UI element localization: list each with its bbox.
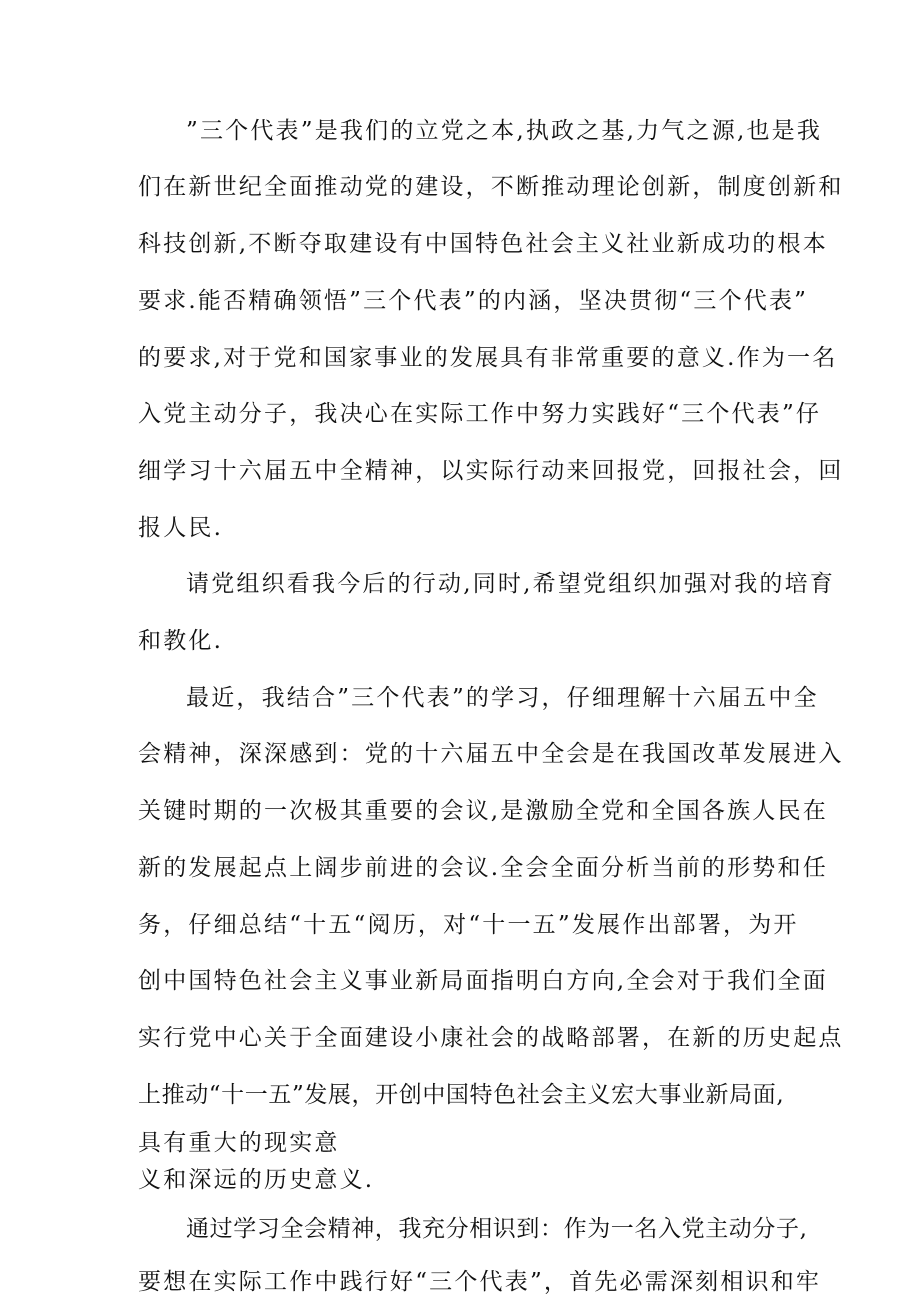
paragraph-1-line-8: 报人民.: [138, 515, 224, 541]
paragraph-1-line-4: 要求.能否精确领悟”三个代表”的内涵，坚决贯彻“三个代表”: [138, 288, 809, 314]
paragraph-3-line-5: 务，仔细总结“十五“阅历，对“十一五”发展作出部署，为开: [138, 912, 799, 938]
paragraph-3-line-2: 会精神，深深感到：党的十六届五中全会是在我国改革发展进入: [138, 741, 844, 767]
paragraph-2-line-2: 和教化.: [138, 628, 224, 654]
paragraph-3-line-3: 关键时期的一次极其重要的会议,是激励全党和全国各族人民在: [138, 798, 828, 824]
paragraph-4-line-1: 通过学习全会精神，我充分相识到：作为一名入党主动分子,: [186, 1216, 808, 1242]
paragraph-3-line-8: 上推动“十一五”发展，开创中国特色社会主义宏大事业新局面,: [138, 1082, 785, 1108]
paragraph-1-line-3: 科技创新,不断夺取建设有中国特色社会主义社业新成功的根本: [138, 231, 828, 257]
paragraph-1-line-2: 们在新世纪全面推动党的建设，不断推动理论创新，制度创新和: [138, 174, 844, 200]
paragraph-3-line-1: 最近，我结合”三个代表”的学习，仔细理解十六届五中全: [186, 685, 819, 711]
paragraph-4-line-2: 要想在实际工作中践行好“三个代表”，首先必需深刻相识和牢: [138, 1269, 822, 1295]
paragraph-1-line-6: 入党主动分子，我决心在实际工作中努力实践好“三个代表”仔: [138, 401, 822, 427]
paragraph-3-line-7: 实行党中心关于全面建设小康社会的战略部署，在新的历史起点: [138, 1025, 844, 1051]
paragraph-1-line-5: 的要求,对于党和国家事业的发展具有非常重要的意义.作为一名: [138, 345, 838, 371]
paragraph-3-line-4: 新的发展起点上阔步前进的会议.全会全面分析当前的形势和任: [138, 855, 828, 881]
paragraph-3-line-10: 义和深远的历史意义.: [138, 1167, 375, 1193]
paragraph-3-line-6: 创中国特色社会主义事业新局面指明白方向,全会对于我们全面: [138, 968, 828, 994]
paragraph-1-line-7: 细学习十六届五中全精神，以实际行动来回报党，回报社会，回: [138, 458, 844, 484]
paragraph-1-line-1: ”三个代表”是我们的立党之本,执政之基,力气之源,也是我: [186, 118, 823, 144]
paragraph-2-line-1: 请党组织看我今后的行动,同时,希望党组织加强对我的培育: [186, 571, 836, 597]
paragraph-3-line-9: 具有重大的现实意: [138, 1130, 340, 1156]
